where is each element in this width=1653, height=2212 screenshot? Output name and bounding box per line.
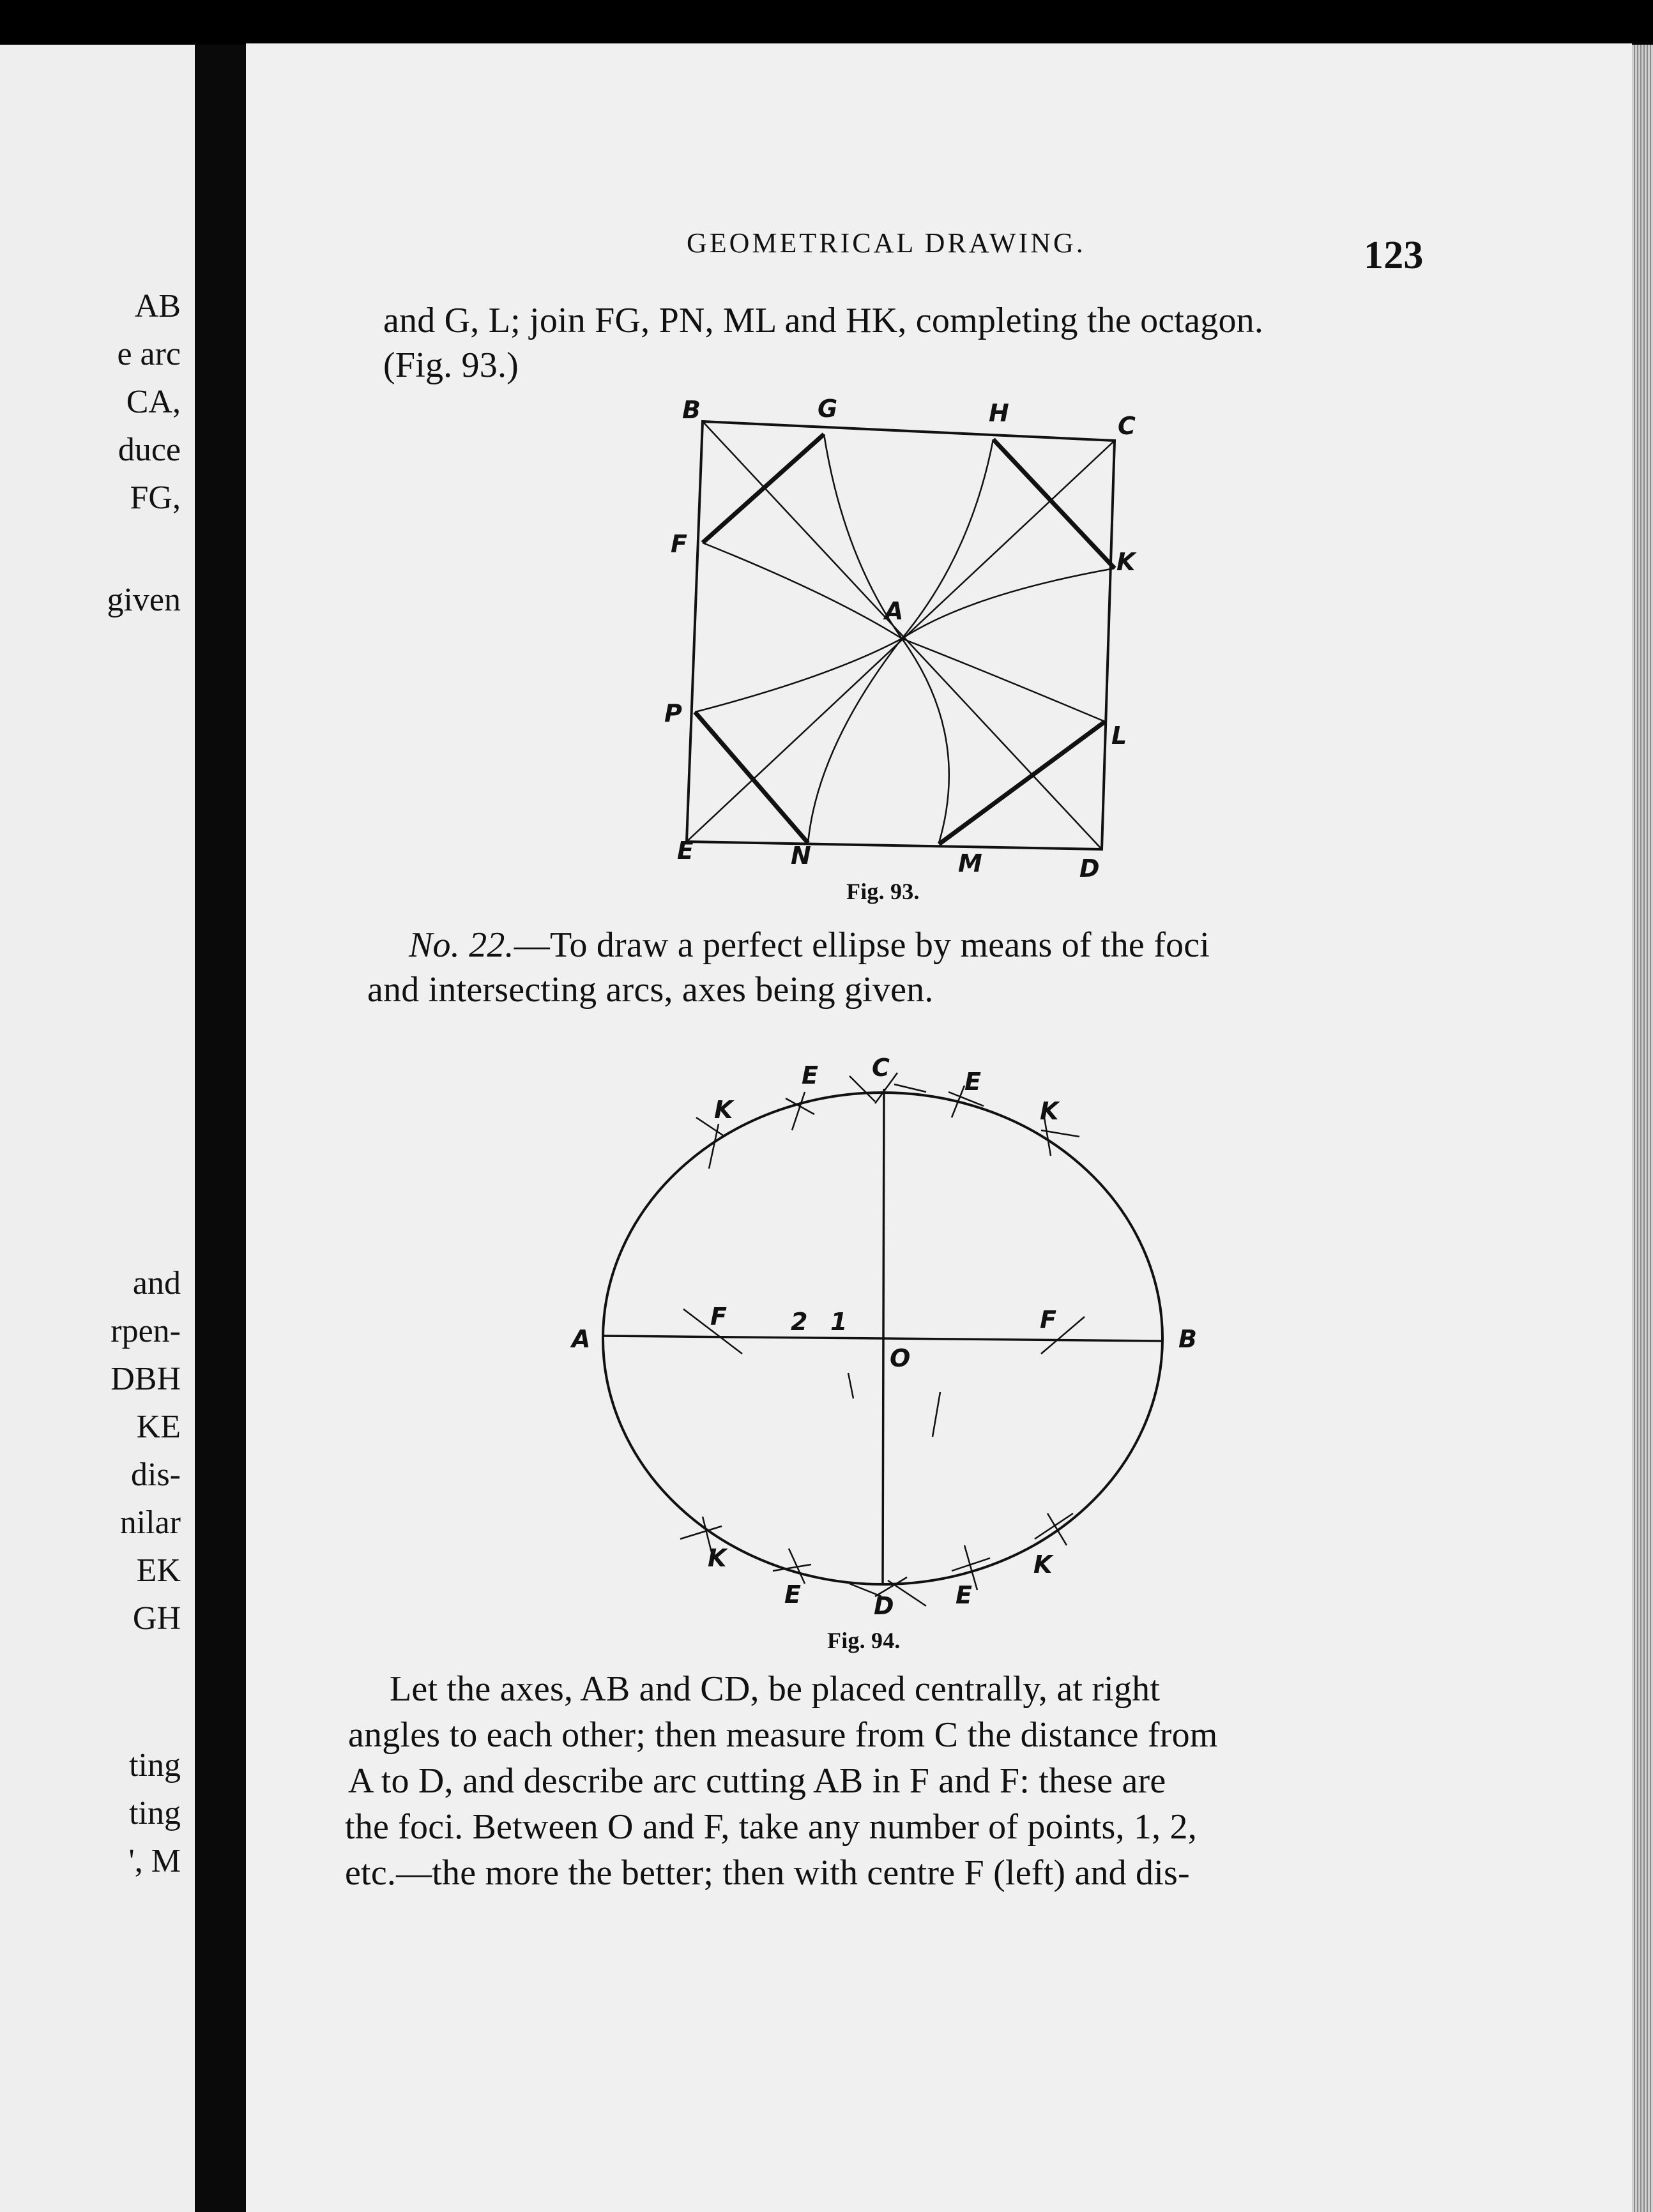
fig94-caption: Fig. 94. — [827, 1628, 901, 1653]
left-fragment: ting — [129, 1747, 181, 1784]
label-2: 2 — [791, 1308, 808, 1336]
problem-line1 — [409, 925, 1412, 966]
left-fragment: KE — [136, 1409, 181, 1445]
left-fragment: DBH — [110, 1361, 181, 1397]
left-page — [0, 45, 195, 2212]
minor-axis-cd — [883, 1089, 884, 1585]
left-fragment: FG, — [130, 480, 181, 516]
arc-gm — [824, 434, 949, 843]
label-E: E — [802, 1061, 818, 1089]
arc-pl — [695, 639, 1105, 722]
octagon-side-pn — [695, 712, 808, 843]
book-gutter — [195, 45, 246, 2212]
label-C: C — [1118, 412, 1136, 440]
label-G: G — [818, 395, 838, 423]
label-K: K — [714, 1096, 733, 1124]
arc-mark — [894, 1084, 926, 1092]
label-B: B — [1178, 1325, 1197, 1353]
left-fragment: given — [107, 582, 181, 618]
left-fragment: nilar — [119, 1504, 181, 1541]
label-K: K — [708, 1544, 727, 1572]
label-P: P — [664, 699, 682, 727]
label-D: D — [874, 1592, 894, 1620]
page-number: 123 — [1364, 234, 1424, 277]
label-C: C — [872, 1054, 890, 1082]
label-O: O — [890, 1344, 911, 1372]
para2-line2: angles to each other; then measure from C the distance from — [348, 1715, 1218, 1755]
figure-94 — [575, 1054, 1201, 1628]
left-fragment: duce — [118, 432, 181, 468]
fig93-caption: Fig. 93. — [846, 879, 920, 904]
arc-mark — [792, 1092, 805, 1130]
label-B: B — [682, 396, 701, 424]
para1-line2: (Fig. 93.) — [383, 345, 519, 385]
arc-mark — [849, 1076, 875, 1102]
label-1: 1 — [830, 1308, 848, 1336]
left-fragment: ting — [129, 1795, 181, 1831]
problem-title: —To draw a perfect ellipse by means of the foci — [514, 925, 1210, 965]
left-fragment: AB — [134, 288, 181, 324]
label-E: E — [784, 1580, 801, 1609]
left-fragment: e arc — [117, 336, 181, 372]
left-fragment: EK — [136, 1552, 181, 1589]
running-title: GEOMETRICAL DRAWING. — [687, 227, 1086, 259]
arc-fk — [703, 543, 1115, 639]
label-E: E — [677, 837, 694, 865]
label-D: D — [1079, 854, 1100, 883]
label-N: N — [791, 842, 811, 870]
label-E: E — [964, 1068, 981, 1096]
arc-hn — [808, 439, 993, 843]
label-F: F — [710, 1303, 727, 1331]
left-fragment: and — [132, 1265, 181, 1301]
label-H: H — [989, 399, 1009, 427]
point-mark — [848, 1373, 853, 1398]
label-A: A — [885, 597, 904, 625]
para2-line1: Let the axes, AB and CD, be placed centrally, at right — [390, 1669, 1161, 1709]
problem-line2: and intersecting arcs, axes being given. — [367, 970, 934, 1010]
page-edges — [1632, 45, 1653, 2212]
label-E: E — [956, 1581, 972, 1609]
para2-line4: the foci. Between O and F, take any number of points, 1, 2, — [345, 1807, 1197, 1847]
label-F: F — [671, 530, 687, 558]
label-K: K — [1040, 1097, 1059, 1125]
para1-line1: and G, L; join FG, PN, ML and HK, completing the octagon. — [383, 301, 1264, 340]
diagonal-bd — [703, 421, 1102, 849]
left-fragment: GH — [132, 1600, 181, 1637]
left-fragment: ', M — [128, 1843, 181, 1879]
left-fragment: dis- — [131, 1457, 181, 1493]
arc-mark — [1035, 1513, 1073, 1539]
octagon-side-fg — [703, 434, 824, 543]
label-L: L — [1111, 722, 1127, 750]
label-A: A — [572, 1325, 591, 1353]
para2-line3: A to D, and describe arc cutting AB in F and F: these are — [348, 1761, 1166, 1801]
label-M: M — [958, 849, 982, 877]
point-mark — [933, 1392, 940, 1437]
label-K: K — [1033, 1550, 1053, 1579]
problem-number: No. 22. — [409, 925, 514, 965]
figure-93 — [639, 390, 1150, 913]
left-fragment: rpen- — [110, 1313, 181, 1349]
label-F: F — [1040, 1306, 1056, 1334]
para2-line5: etc.—the more the better; then with centre F (left) and dis- — [345, 1853, 1190, 1893]
label-K: K — [1116, 548, 1136, 576]
left-fragment: CA, — [126, 384, 181, 420]
